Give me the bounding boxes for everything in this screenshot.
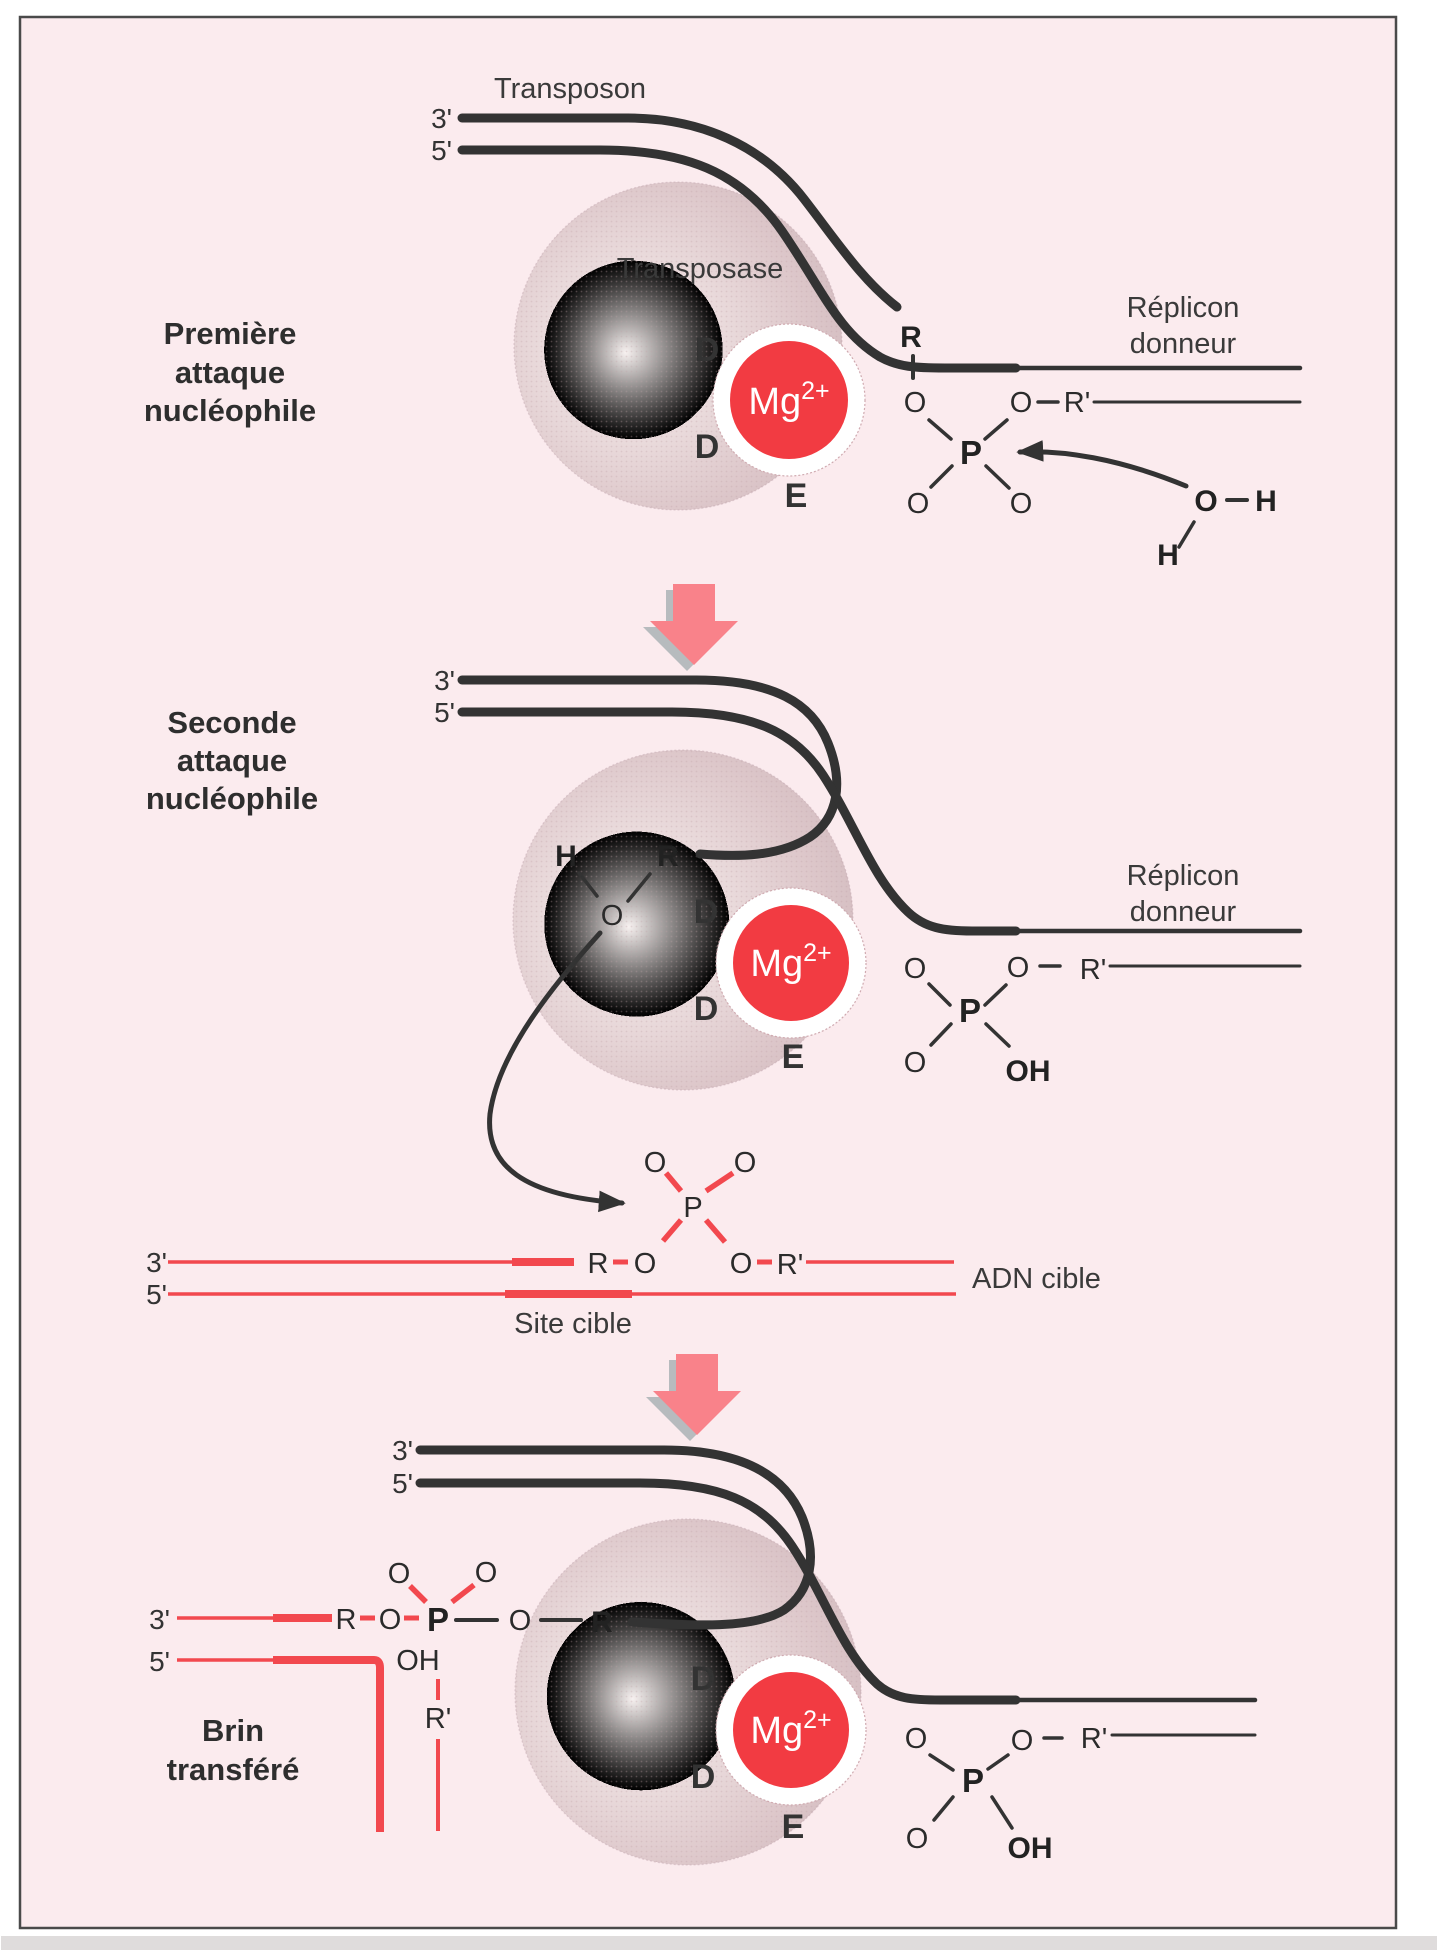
stage1-transposon-label: Transposon (493, 73, 647, 105)
stage2-site-cible-label: Site cible (514, 1308, 632, 1340)
stage3-red-5prime-label: 5' (149, 1646, 170, 1677)
stage1-chain-o-top: O (903, 387, 927, 419)
stage1-water-h2: H (1157, 539, 1179, 572)
stage3-3prime-label: 3' (392, 1435, 413, 1466)
stage1-chain-o-tr: O (1009, 387, 1033, 419)
stage2-title-line2: attaque (176, 743, 288, 778)
stage1-chain-r: R (900, 321, 922, 354)
stage1-replicon-line2: donneur (1129, 328, 1237, 360)
stage2-residue-e: E (781, 1038, 805, 1076)
stage1-title-line3: nucléophile (143, 393, 317, 428)
stage1-water-h1: H (1255, 485, 1277, 518)
stage2-dp-o-tl: O (903, 953, 927, 985)
stage1-water-o: O (1194, 485, 1218, 518)
stage2-hydroxyl-h: H (555, 840, 577, 873)
stage2-hydroxyl-o: O (600, 900, 624, 932)
stage3-chain-o-top1: O (387, 1558, 411, 1590)
stage2-target-3prime: 3' (146, 1247, 167, 1278)
stage3-mg-label: $Mg^{2+}$ (750, 1706, 832, 1752)
stage2-target-o4: O (729, 1248, 753, 1280)
stage3-chain-o2: O (508, 1605, 532, 1637)
stage3-dp-o-bl: O (905, 1823, 929, 1855)
stage3-chain-o1: O (378, 1604, 402, 1636)
stage2-dp-oh: OH (1005, 1055, 1051, 1088)
stage1-residue-e: E (784, 477, 808, 515)
stage3-chain-rprime: R' (424, 1703, 452, 1735)
stage1-replicon-line1: Réplicon (1126, 292, 1240, 324)
stage1-mg-label: $Mg^{2+}$ (748, 377, 830, 423)
stage2-mg-ion (716, 888, 866, 1038)
stage3-title-line1: Brin (202, 1713, 264, 1748)
stage1-residue-d1: D (694, 331, 720, 369)
stage3-red-3prime-label: 3' (149, 1604, 170, 1635)
stage2-dp-rprime: R' (1079, 954, 1107, 986)
stage3-title-line2: transféré (166, 1752, 300, 1787)
stage2-target-rprime: R' (776, 1249, 804, 1281)
stage3-dp-o-tl: O (904, 1723, 928, 1755)
stage2-target-5prime: 5' (146, 1279, 167, 1310)
stage2-replicon-line2: donneur (1129, 896, 1237, 928)
stage1-5prime-label: 5' (431, 135, 452, 166)
scan-edge (1, 1936, 1437, 1950)
stage2-replicon-line1: Réplicon (1126, 860, 1240, 892)
stage1-chain-o-br: O (1009, 488, 1033, 520)
stage2-residue-d1: D (693, 893, 719, 931)
stage3-dp-o-tr: O (1010, 1725, 1034, 1757)
stage1-mg-ion (713, 324, 865, 476)
stage1-3prime-label: 3' (431, 103, 452, 134)
stage3-residue-d2: D (690, 1758, 716, 1796)
stage3-dp-oh: OH (1007, 1832, 1053, 1865)
stage1-chain-p: P (959, 434, 983, 471)
stage2-title-line1: Seconde (167, 705, 297, 740)
stage2-dp-o-bl: O (903, 1047, 927, 1079)
stage2-adn-cible-label: ADN cible (972, 1263, 1101, 1295)
stage2-dp-o-tr: O (1006, 952, 1030, 984)
stage2-title-line3: nucléophile (145, 781, 319, 816)
stage1-residue-d2: D (694, 428, 720, 466)
stage3-residue-e: E (781, 1808, 805, 1846)
stage2-target-p: P (683, 1192, 703, 1224)
stage1-title-line1: Première (163, 316, 297, 351)
stage3-dp-rprime: R' (1080, 1723, 1108, 1755)
stage2-5prime-label: 5' (434, 697, 455, 728)
stage3-mg-ion (716, 1655, 866, 1805)
stage2-target-o1: O (643, 1147, 667, 1179)
stage2-target-o3: O (633, 1248, 657, 1280)
stage1-chain-o-bl: O (906, 488, 930, 520)
stage3-chain-r: R (335, 1604, 357, 1636)
stage2-mg-label: $Mg^{2+}$ (750, 939, 832, 985)
stage3-chain-oh: OH (396, 1645, 440, 1677)
stage3-chain-r-end: R (591, 1606, 613, 1639)
stage2-hydroxyl-r: R (657, 840, 679, 873)
stage3-chain-o-top2: O (474, 1557, 498, 1589)
stage3-chain-p: P (426, 1601, 450, 1638)
stage3-5prime-label: 5' (392, 1468, 413, 1499)
stage2-target-r: R (587, 1248, 609, 1280)
stage1-title-line2: attaque (174, 355, 286, 390)
stage3-dp-p: P (961, 1762, 985, 1799)
stage1-chain-rprime: R' (1063, 387, 1091, 419)
stage1-transposase-label: Transposase (616, 253, 784, 285)
stage2-target-o2: O (733, 1147, 757, 1179)
stage3-residue-d1: D (690, 1660, 716, 1698)
stage2-dp-p: P (958, 992, 982, 1029)
stage2-residue-d2: D (693, 990, 719, 1028)
stage2-3prime-label: 3' (434, 665, 455, 696)
